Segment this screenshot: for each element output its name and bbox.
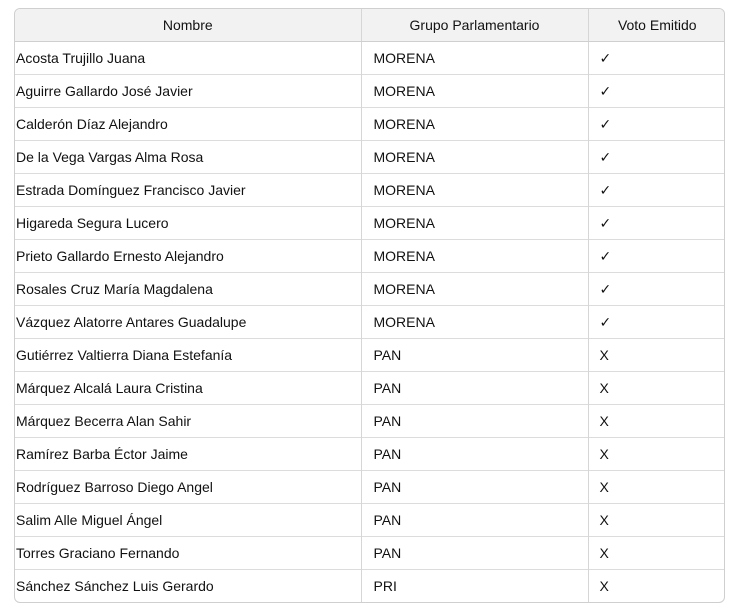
table-row: [15, 108, 725, 141]
member-name-cell: Salim Alle Miguel Ángel: [15, 504, 361, 537]
vote-cell: X: [588, 570, 725, 603]
parliamentary-group-cell: MORENA: [361, 240, 588, 273]
header-nombre: Nombre: [15, 9, 361, 42]
parliamentary-group-cell: MORENA: [361, 141, 588, 174]
member-name-cell: Calderón Díaz Alejandro: [15, 108, 361, 141]
vote-cell: ✓: [588, 108, 725, 141]
parliamentary-group-cell: PRI: [361, 570, 588, 603]
header-grupo-parlamentario: Grupo Parlamentario: [361, 9, 588, 42]
member-name-cell: Prieto Gallardo Ernesto Alejandro: [15, 240, 361, 273]
member-name-cell: Rodríguez Barroso Diego Angel: [15, 471, 361, 504]
vote-cell: ✓: [588, 141, 725, 174]
table-row: [15, 504, 725, 537]
parliamentary-group-cell: MORENA: [361, 174, 588, 207]
vote-cell: X: [588, 372, 725, 405]
parliamentary-group-cell: PAN: [361, 339, 588, 372]
table-row: [15, 537, 725, 570]
vote-cell: ✓: [599, 49, 612, 66]
vote-cell: ✓: [588, 174, 725, 207]
parliamentary-group-cell: MORENA: [361, 108, 588, 141]
parliamentary-group-cell: PAN: [361, 471, 588, 504]
member-name-cell: Acosta Trujillo Juana: [15, 42, 361, 75]
table-row: [15, 42, 725, 75]
vote-cell: X: [588, 339, 725, 372]
member-name-cell: Higareda Segura Lucero: [15, 207, 361, 240]
parliamentary-group-cell: PAN: [361, 372, 588, 405]
member-name-cell: Torres Graciano Fernando: [15, 537, 361, 570]
vote-table: [15, 9, 725, 602]
vote-cell: X: [588, 405, 725, 438]
parliamentary-group-cell: MORENA: [361, 273, 588, 306]
vote-cell: X: [588, 504, 725, 537]
table-row: [15, 207, 725, 240]
table-row: [15, 174, 725, 207]
vote-cell: ✓: [588, 240, 725, 273]
parliamentary-group-cell: PAN: [361, 504, 588, 537]
parliamentary-group-cell: MORENA: [361, 75, 588, 108]
member-name-cell: Márquez Alcalá Laura Cristina: [15, 372, 361, 405]
table-body: [15, 42, 725, 603]
vote-cell: ✓: [588, 306, 725, 339]
vote-table-container: [14, 8, 725, 603]
member-name-cell: Estrada Domínguez Francisco Javier: [15, 174, 361, 207]
member-name-cell: Aguirre Gallardo José Javier: [15, 75, 361, 108]
member-name-cell: De la Vega Vargas Alma Rosa: [15, 141, 361, 174]
member-name-cell: Gutiérrez Valtierra Diana Estefanía: [15, 339, 361, 372]
table-row: [15, 405, 725, 438]
parliamentary-group-cell: MORENA: [361, 42, 588, 75]
table-row: [15, 306, 725, 339]
table-row: [15, 339, 725, 372]
table-row: [15, 75, 725, 108]
parliamentary-group-cell: MORENA: [361, 207, 588, 240]
vote-cell: ✓: [588, 273, 725, 306]
table-row: [15, 273, 725, 306]
table-row: [15, 141, 725, 174]
vote-cell: X: [588, 537, 725, 570]
table-row: [15, 471, 725, 504]
table-row: [15, 372, 725, 405]
parliamentary-group-cell: PAN: [361, 438, 588, 471]
header-voto-emitido: Voto Emitido: [588, 9, 725, 42]
member-name-cell: Ramírez Barba Éctor Jaime: [15, 438, 361, 471]
parliamentary-group-cell: PAN: [361, 405, 588, 438]
table-row: [15, 240, 725, 273]
vote-cell: ✓: [588, 207, 725, 240]
table-row: [15, 438, 725, 471]
vote-cell: X: [588, 438, 725, 471]
table-row: [15, 570, 725, 603]
table-header: [15, 9, 725, 42]
member-name-cell: Sánchez Sánchez Luis Gerardo: [15, 570, 361, 603]
parliamentary-group-cell: MORENA: [361, 306, 588, 339]
parliamentary-group-cell: PAN: [361, 537, 588, 570]
vote-cell: ✓: [588, 75, 725, 108]
member-name-cell: Márquez Becerra Alan Sahir: [15, 405, 361, 438]
member-name-cell: Vázquez Alatorre Antares Guadalupe: [15, 306, 361, 339]
member-name-cell: Rosales Cruz María Magdalena: [15, 273, 361, 306]
header-row: [15, 9, 725, 42]
vote-cell: X: [588, 471, 725, 504]
